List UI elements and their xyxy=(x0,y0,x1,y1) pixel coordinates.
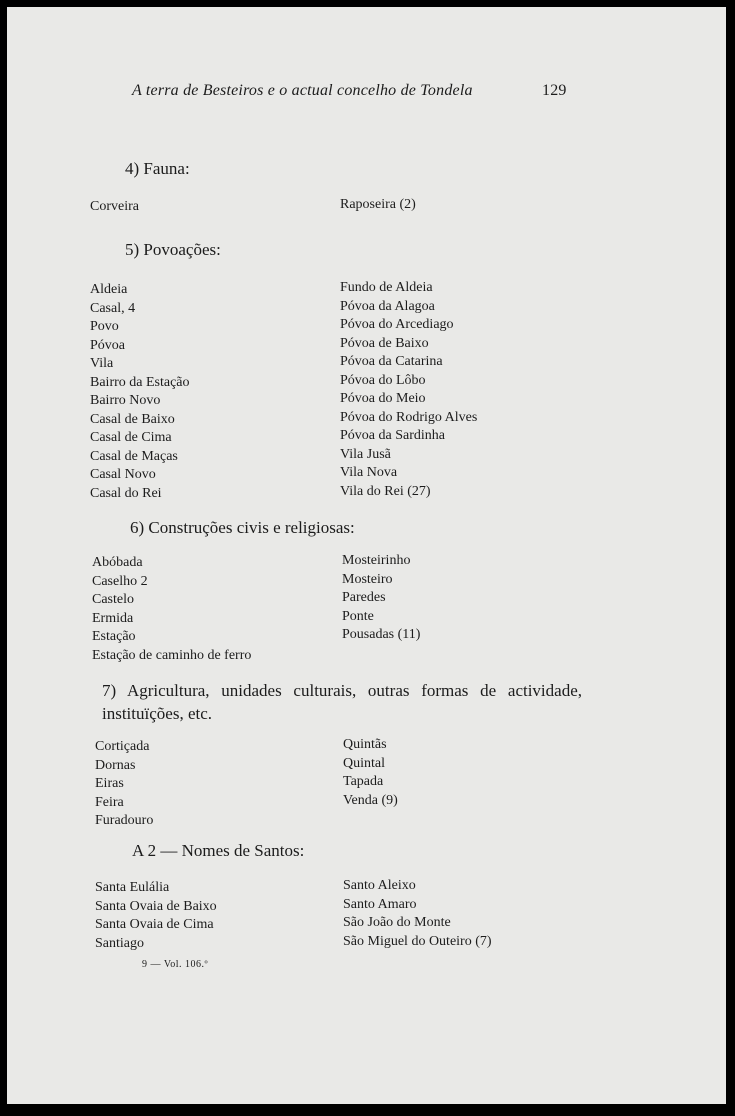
list-item: Abóbada xyxy=(92,555,143,570)
list-item: Póvoa da Sardinha xyxy=(340,428,445,443)
list-item: Tapada xyxy=(343,774,384,789)
list-item: Ponte xyxy=(342,608,374,624)
construcoes-left-column xyxy=(92,554,251,665)
list-item: Póvoa do Rodrigo Alves xyxy=(340,409,478,425)
list-item: Bairro da Estação xyxy=(90,374,190,390)
list-item: Pousadas (11) xyxy=(342,627,421,642)
list-item: Santo Aleixo xyxy=(343,878,416,893)
povoacoes-right-column xyxy=(340,279,477,501)
list-item: Venda (9) xyxy=(343,792,398,808)
list-item: Santiago xyxy=(95,935,144,951)
list-item: Casal, 4 xyxy=(90,300,136,316)
list-item: Mosteiro xyxy=(342,571,393,587)
list-item: Raposeira (2) xyxy=(340,197,416,212)
header-title: A terra de Besteiros e o actual concelho de Tondela xyxy=(132,82,473,99)
list-item: Casal de Baixo xyxy=(90,411,175,427)
list-item: Ermida xyxy=(92,610,134,626)
list-item: Casal Novo xyxy=(90,467,156,482)
list-item: Casal de Maças xyxy=(90,448,178,464)
list-item: Vila xyxy=(90,356,114,371)
page-number: 129 xyxy=(542,82,567,99)
list-item: Corveira xyxy=(90,199,139,214)
santos-right-column xyxy=(343,877,492,951)
book-page xyxy=(7,7,726,1104)
list-item: Santa Ovaia de Baixo xyxy=(95,898,217,914)
povoacoes-left-column xyxy=(90,281,190,503)
section-title-santos: A 2 — Nomes de Santos: xyxy=(132,841,305,860)
list-item: Mosteirinho xyxy=(342,553,411,568)
list-item: Santo Amaro xyxy=(343,896,417,912)
section-title-povoacoes: 5) Povoações: xyxy=(125,240,221,259)
list-item: Vila do Rei (27) xyxy=(340,483,431,499)
list-item: Póvoa da Alagoa xyxy=(340,298,435,314)
list-item: Furadouro xyxy=(95,813,154,828)
construcoes-right-column xyxy=(342,552,420,645)
running-header xyxy=(132,82,582,100)
list-item: São Miguel do Outeiro (7) xyxy=(343,933,492,949)
list-item: Vila Nova xyxy=(340,465,398,480)
list-item: Bairro Novo xyxy=(90,393,161,408)
list-item: Paredes xyxy=(342,590,386,605)
list-item: Castelo xyxy=(92,592,134,607)
section-title-fauna: 4) Fauna: xyxy=(125,159,190,178)
list-item: Póvoa do Meio xyxy=(340,391,426,406)
fauna-left-column xyxy=(90,198,139,217)
list-item: Caselho 2 xyxy=(92,573,148,589)
list-item: Eiras xyxy=(95,776,124,791)
list-item: Póvoa da Catarina xyxy=(340,354,443,369)
list-item: Aldeia xyxy=(90,282,128,297)
fauna-right-column xyxy=(340,196,416,215)
list-item: Povo xyxy=(90,319,119,334)
list-item: São João do Monte xyxy=(343,915,451,930)
printer-signature: 9 — Vol. 106.º xyxy=(142,959,209,970)
list-item: Cortiçada xyxy=(95,739,150,754)
list-item: Santa Eulália xyxy=(95,880,170,895)
section-title-construcoes: 6) Construções civis e religiosas: xyxy=(130,518,355,537)
list-item: Santa Ovaia de Cima xyxy=(95,917,214,932)
list-item: Vila Jusã xyxy=(340,446,391,462)
list-item: Quintal xyxy=(343,755,385,771)
list-item: Feira xyxy=(95,794,124,810)
list-item: Casal de Cima xyxy=(90,430,172,445)
list-item: Estação de caminho de ferro xyxy=(92,647,252,663)
list-item: Dornas xyxy=(95,757,136,773)
agricultura-right-column xyxy=(343,736,398,810)
list-item: Fundo de Aldeia xyxy=(340,280,433,295)
list-item: Póvoa do Lôbo xyxy=(340,372,426,388)
santos-left-column xyxy=(95,879,217,953)
list-item: Póvoa xyxy=(90,337,125,353)
list-item: Quintãs xyxy=(343,737,387,752)
section-title-agricultura: 7) Agricultura, unidades culturais, outras formas de actividade, instituïções, etc. xyxy=(102,681,582,723)
list-item: Póvoa de Baixo xyxy=(340,335,429,351)
list-item: Casal do Rei xyxy=(90,485,162,501)
list-item: Póvoa do Arcediago xyxy=(340,317,454,332)
list-item: Estação xyxy=(92,629,136,644)
agricultura-left-column xyxy=(95,738,153,831)
